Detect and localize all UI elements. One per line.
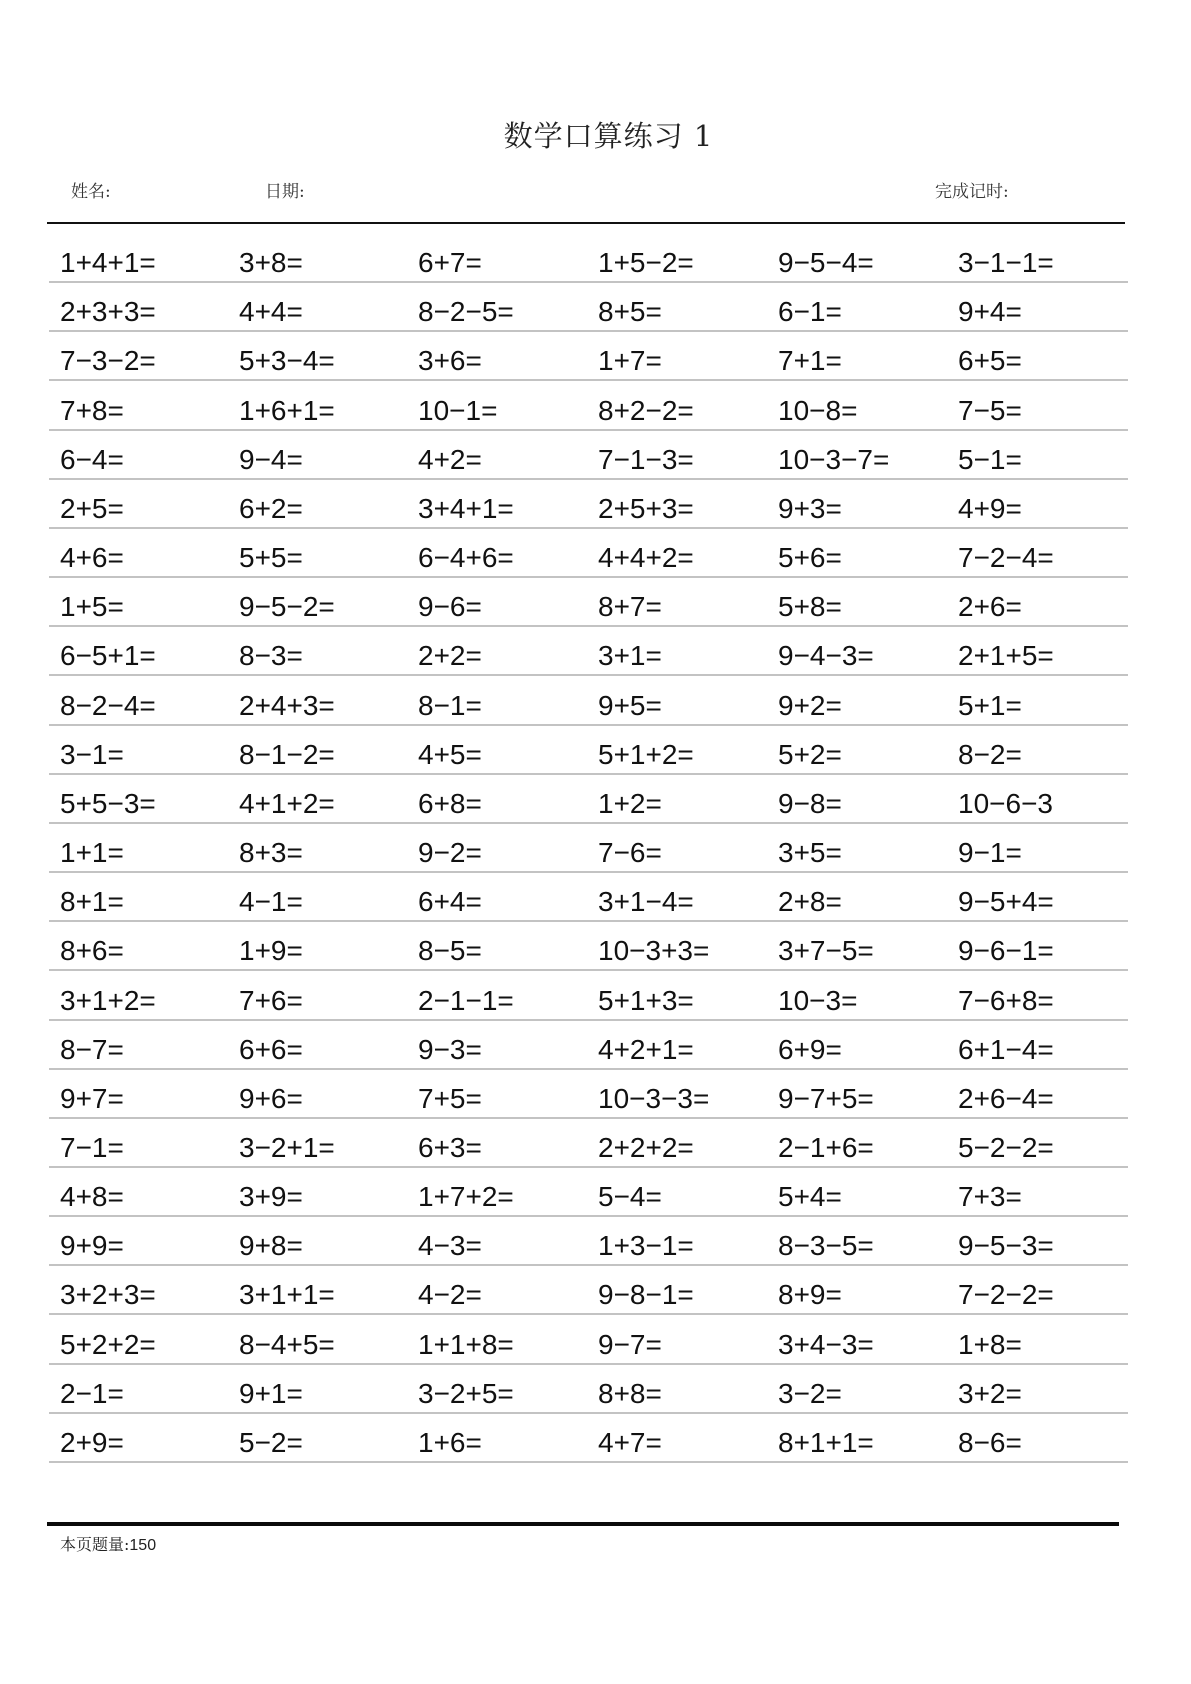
problem-item: 8+1+1= — [778, 1426, 874, 1458]
problem-item: 3+1+1= — [239, 1279, 335, 1311]
problem-item: 1+7= — [598, 345, 662, 377]
problem-item: 1+1+8= — [418, 1328, 514, 1360]
problem-item: 3+6= — [418, 345, 482, 377]
problem-item: 3+1= — [598, 640, 662, 672]
problem-item: 8−2−5= — [418, 296, 514, 328]
problem-item: 6+3= — [418, 1131, 482, 1163]
problem-item: 8−4+5= — [239, 1328, 335, 1360]
problem-item: 9+3= — [778, 492, 842, 524]
problem-item: 8+6= — [60, 935, 124, 967]
problem-item: 7−6= — [598, 837, 662, 869]
problem-item: 5+3−4= — [239, 345, 335, 377]
problem-item: 6+1−4= — [958, 1033, 1054, 1065]
problem-item: 5+8= — [778, 591, 842, 623]
problem-row — [49, 1217, 1128, 1266]
problem-item: 9−2= — [418, 837, 482, 869]
problem-item: 2+4+3= — [239, 689, 335, 721]
problem-item: 9−8= — [778, 787, 842, 819]
problem-item: 2+2+2= — [598, 1131, 694, 1163]
problem-item: 1+6+1= — [239, 394, 335, 426]
problem-row — [49, 332, 1128, 381]
problem-row — [49, 873, 1128, 922]
problem-item: 6−5+1= — [60, 640, 156, 672]
problem-item: 9+4= — [958, 296, 1022, 328]
problem-item: 2+5= — [60, 492, 124, 524]
problem-row — [49, 283, 1128, 332]
problem-row — [49, 824, 1128, 873]
problem-item: 6+8= — [418, 787, 482, 819]
problem-item: 7−1= — [60, 1131, 124, 1163]
problem-item: 4+6= — [60, 542, 124, 574]
problem-item: 5−2−2= — [958, 1131, 1054, 1163]
problem-item: 4−3= — [418, 1230, 482, 1262]
problem-item: 9−7+5= — [778, 1082, 874, 1114]
problem-item: 3−2+5= — [418, 1377, 514, 1409]
problem-item: 7+6= — [239, 984, 303, 1016]
problem-item: 10−3−7= — [778, 443, 890, 475]
problem-item: 8+1= — [60, 886, 124, 918]
problem-item: 4+2= — [418, 443, 482, 475]
problem-item: 5+5−3= — [60, 787, 156, 819]
problem-item: 6+6= — [239, 1033, 303, 1065]
problem-item: 3−1−1= — [958, 247, 1054, 279]
problem-row — [49, 1119, 1128, 1168]
problem-item: 2−1= — [60, 1377, 124, 1409]
problem-item: 4−1= — [239, 886, 303, 918]
problem-item: 7−2−2= — [958, 1279, 1054, 1311]
problem-item: 5+2+2= — [60, 1328, 156, 1360]
date-label: 日期: — [265, 182, 305, 202]
problem-item: 7−5= — [958, 394, 1022, 426]
problem-row — [49, 1070, 1128, 1119]
problem-item: 4+1+2= — [239, 787, 335, 819]
problem-item: 10−3+3= — [598, 935, 710, 967]
problem-item: 8−7= — [60, 1033, 124, 1065]
problem-count-value: 150 — [129, 1537, 157, 1554]
problem-row — [49, 234, 1128, 283]
problem-item: 9−5+4= — [958, 886, 1054, 918]
problem-row — [49, 1315, 1128, 1364]
problem-item: 9−5−3= — [958, 1230, 1054, 1262]
problem-item: 10−3−3= — [598, 1082, 710, 1114]
problem-item: 5+2= — [778, 738, 842, 770]
problem-item: 1+2= — [598, 787, 662, 819]
problem-item: 7−3−2= — [60, 345, 156, 377]
problem-item: 8−3= — [239, 640, 303, 672]
problem-item: 9−3= — [418, 1033, 482, 1065]
problem-item: 6+4= — [418, 886, 482, 918]
problem-row — [49, 775, 1128, 824]
problem-row — [49, 971, 1128, 1020]
problem-item: 3+2= — [958, 1377, 1022, 1409]
completion-time-label: 完成记时: — [935, 182, 1009, 202]
problem-item: 4−2= — [418, 1279, 482, 1311]
problem-item: 7−1−3= — [598, 443, 694, 475]
problem-item: 10−6−3 — [958, 787, 1053, 819]
problem-count — [60, 1534, 156, 1557]
problem-item: 8+9= — [778, 1279, 842, 1311]
problem-item: 5−1= — [958, 443, 1022, 475]
problem-item: 8+5= — [598, 296, 662, 328]
problem-item: 9−8−1= — [598, 1279, 694, 1311]
problem-item: 8−2−4= — [60, 689, 156, 721]
problem-item: 8+7= — [598, 591, 662, 623]
problem-row — [49, 578, 1128, 627]
problem-item: 3+1−4= — [598, 886, 694, 918]
problem-item: 3+2+3= — [60, 1279, 156, 1311]
problem-item: 5−4= — [598, 1181, 662, 1213]
problem-item: 7−6+8= — [958, 984, 1054, 1016]
problem-item: 3+7−5= — [778, 935, 874, 967]
problem-item: 2+6= — [958, 591, 1022, 623]
problem-item: 6+5= — [958, 345, 1022, 377]
problem-item: 7−2−4= — [958, 542, 1054, 574]
problem-item: 6−4= — [60, 443, 124, 475]
problem-item: 5+6= — [778, 542, 842, 574]
problem-item: 1+8= — [958, 1328, 1022, 1360]
problem-item: 7+5= — [418, 1082, 482, 1114]
problem-item: 9−6−1= — [958, 935, 1054, 967]
name-label: 姓名: — [71, 182, 111, 202]
problem-item: 6−4+6= — [418, 542, 514, 574]
problem-item: 1+1= — [60, 837, 124, 869]
problem-count-label: 本页题量: — [60, 1535, 130, 1554]
problem-item: 6+7= — [418, 247, 482, 279]
problem-row — [49, 676, 1128, 725]
problem-item: 5−2= — [239, 1426, 303, 1458]
problem-item: 8−5= — [418, 935, 482, 967]
page-title: 数学口算练习 1 — [503, 119, 714, 153]
problem-item: 2+3+3= — [60, 296, 156, 328]
problem-item: 5+4= — [778, 1181, 842, 1213]
problem-item: 8−1−2= — [239, 738, 335, 770]
problem-item: 4+8= — [60, 1181, 124, 1213]
problem-item: 2−1−1= — [418, 984, 514, 1016]
problem-item: 3−2+1= — [239, 1131, 335, 1163]
problem-item: 3+4+1= — [418, 492, 514, 524]
problem-item: 9+8= — [239, 1230, 303, 1262]
problem-item: 7+3= — [958, 1181, 1022, 1213]
problem-item: 9+1= — [239, 1377, 303, 1409]
problem-row — [49, 1266, 1128, 1315]
problem-row — [49, 922, 1128, 971]
problem-item: 9−1= — [958, 837, 1022, 869]
problem-row — [49, 1021, 1128, 1070]
problem-item: 9+6= — [239, 1082, 303, 1114]
problem-item: 4+9= — [958, 492, 1022, 524]
problem-item: 9−4= — [239, 443, 303, 475]
problem-item: 8+2−2= — [598, 394, 694, 426]
problem-item: 2+9= — [60, 1426, 124, 1458]
header-divider — [47, 222, 1125, 224]
problem-item: 1+3−1= — [598, 1230, 694, 1262]
problem-item: 9−4−3= — [778, 640, 874, 672]
problem-item: 1+7+2= — [418, 1181, 514, 1213]
problem-item: 5+1+2= — [598, 738, 694, 770]
problem-row — [49, 627, 1128, 676]
problem-item: 3+4−3= — [778, 1328, 874, 1360]
problem-item: 1+9= — [239, 935, 303, 967]
problem-item: 6+9= — [778, 1033, 842, 1065]
problem-item: 6+2= — [239, 492, 303, 524]
problem-row — [49, 480, 1128, 529]
problem-item: 9+9= — [60, 1230, 124, 1262]
problem-item: 4+4= — [239, 296, 303, 328]
problem-row — [49, 1168, 1128, 1217]
problem-item: 10−1= — [418, 394, 498, 426]
problem-item: 3+1+2= — [60, 984, 156, 1016]
problem-item: 8+8= — [598, 1377, 662, 1409]
problem-item: 8−3−5= — [778, 1230, 874, 1262]
problem-row — [49, 1365, 1128, 1414]
problem-item: 3−2= — [778, 1377, 842, 1409]
problem-item: 10−8= — [778, 394, 858, 426]
problem-row — [49, 381, 1128, 430]
problem-item: 8−2= — [958, 738, 1022, 770]
problem-row — [49, 529, 1128, 578]
problem-item: 7+8= — [60, 394, 124, 426]
problem-grid — [49, 234, 1128, 1463]
problem-item: 5+1+3= — [598, 984, 694, 1016]
problem-row — [49, 726, 1128, 775]
problem-row — [49, 431, 1128, 480]
problem-item: 4+5= — [418, 738, 482, 770]
problem-item: 5+5= — [239, 542, 303, 574]
problem-item: 8−1= — [418, 689, 482, 721]
problem-item: 9+2= — [778, 689, 842, 721]
problem-item: 8+3= — [239, 837, 303, 869]
problem-item: 10−3= — [778, 984, 858, 1016]
problem-item: 1+5= — [60, 591, 124, 623]
problem-item: 9+5= — [598, 689, 662, 721]
problem-item: 3+5= — [778, 837, 842, 869]
problem-item: 3+9= — [239, 1181, 303, 1213]
problem-item: 1+6= — [418, 1426, 482, 1458]
problem-item: 2+6−4= — [958, 1082, 1054, 1114]
problem-item: 4+7= — [598, 1426, 662, 1458]
problem-item: 9+7= — [60, 1082, 124, 1114]
problem-item: 2+5+3= — [598, 492, 694, 524]
footer-divider — [47, 1522, 1119, 1526]
problem-item: 9−7= — [598, 1328, 662, 1360]
problem-item: 4+4+2= — [598, 542, 694, 574]
problem-row — [49, 1414, 1128, 1463]
problem-item: 2+1+5= — [958, 640, 1054, 672]
problem-item: 1+5−2= — [598, 247, 694, 279]
problem-item: 9−5−2= — [239, 591, 335, 623]
problem-item: 7+1= — [778, 345, 842, 377]
problem-item: 2+8= — [778, 886, 842, 918]
problem-item: 2−1+6= — [778, 1131, 874, 1163]
problem-item: 3−1= — [60, 738, 124, 770]
problem-item: 3+8= — [239, 247, 303, 279]
problem-item: 1+4+1= — [60, 247, 156, 279]
problem-item: 9−6= — [418, 591, 482, 623]
problem-item: 2+2= — [418, 640, 482, 672]
problem-item: 4+2+1= — [598, 1033, 694, 1065]
problem-item: 5+1= — [958, 689, 1022, 721]
problem-item: 6−1= — [778, 296, 842, 328]
problem-item: 9−5−4= — [778, 247, 874, 279]
problem-item: 8−6= — [958, 1426, 1022, 1458]
